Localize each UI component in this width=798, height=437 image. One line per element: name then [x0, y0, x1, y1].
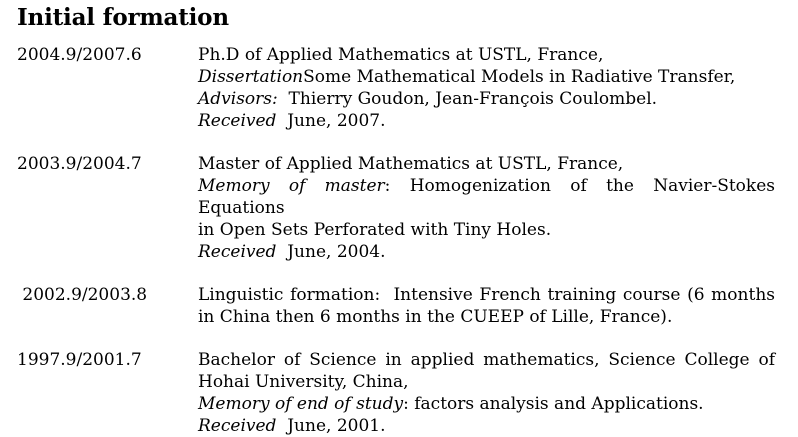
description-line — [198, 241, 775, 263]
line-text: in China then 6 months in the CUEEP of Lille, France). — [198, 307, 673, 327]
entry-period: 2003.9/2004.7 — [17, 154, 142, 174]
line-text: Master of Applied Mathematics at USTL, France, — [198, 154, 624, 174]
line-text: Hohai University, China, — [198, 372, 409, 392]
line-text: Ph.D of Applied Mathematics at USTL, France, — [198, 45, 604, 65]
education-entry-linguistic — [17, 284, 775, 328]
line-text: June, 2004. — [276, 242, 386, 262]
description-line — [198, 44, 775, 66]
line-text: Bachelor of Science in applied mathematics, Science College of — [198, 350, 775, 370]
line-text: Thierry Goudon, Jean-François Coulombel. — [277, 89, 658, 109]
line-text: : Homogenization of the Navier-Stokes Equations — [198, 176, 776, 218]
line-text: in Open Sets Perforated with Tiny Holes. — [198, 220, 552, 240]
education-entry-master — [17, 153, 775, 263]
description-line — [198, 284, 775, 306]
entry-description — [198, 284, 775, 328]
entry-description — [198, 349, 775, 437]
line-text: : factors analysis and Applications. — [403, 394, 704, 414]
education-entry-phd — [17, 44, 775, 132]
line-text: Linguistic formation: Intensive French training course (6 months — [198, 285, 775, 305]
emphasis-text: Advisors: — [198, 89, 278, 109]
description-line — [198, 415, 775, 437]
entry-description — [198, 44, 775, 132]
education-entry-bachelor — [17, 349, 775, 437]
description-line — [198, 175, 775, 219]
emphasis-text: Received — [198, 111, 277, 131]
emphasis-text: Memory of master — [198, 176, 385, 196]
description-line — [198, 371, 775, 393]
description-line — [198, 88, 775, 110]
description-line — [198, 153, 775, 175]
emphasis-text: Received — [198, 416, 277, 436]
description-line — [198, 219, 775, 241]
entry-description — [198, 153, 775, 263]
entry-period: 2002.9/2003.8 — [17, 285, 148, 305]
entry-period: 1997.9/2001.7 — [17, 350, 142, 370]
description-line — [198, 349, 775, 371]
description-line — [198, 393, 775, 415]
emphasis-text: Received — [198, 242, 277, 262]
emphasis-text: Dissertation — [198, 67, 304, 87]
line-text: June, 2001. — [276, 416, 386, 436]
entry-period: 2004.9/2007.6 — [17, 45, 142, 65]
description-line — [198, 110, 775, 132]
line-text: Some Mathematical Models in Radiative Transfer, — [303, 67, 736, 87]
line-text: June, 2007. — [276, 111, 386, 131]
section-title: Initial formation — [17, 4, 229, 31]
emphasis-text: Memory of end of study — [198, 394, 404, 414]
description-line — [198, 66, 775, 88]
description-line — [198, 306, 775, 328]
